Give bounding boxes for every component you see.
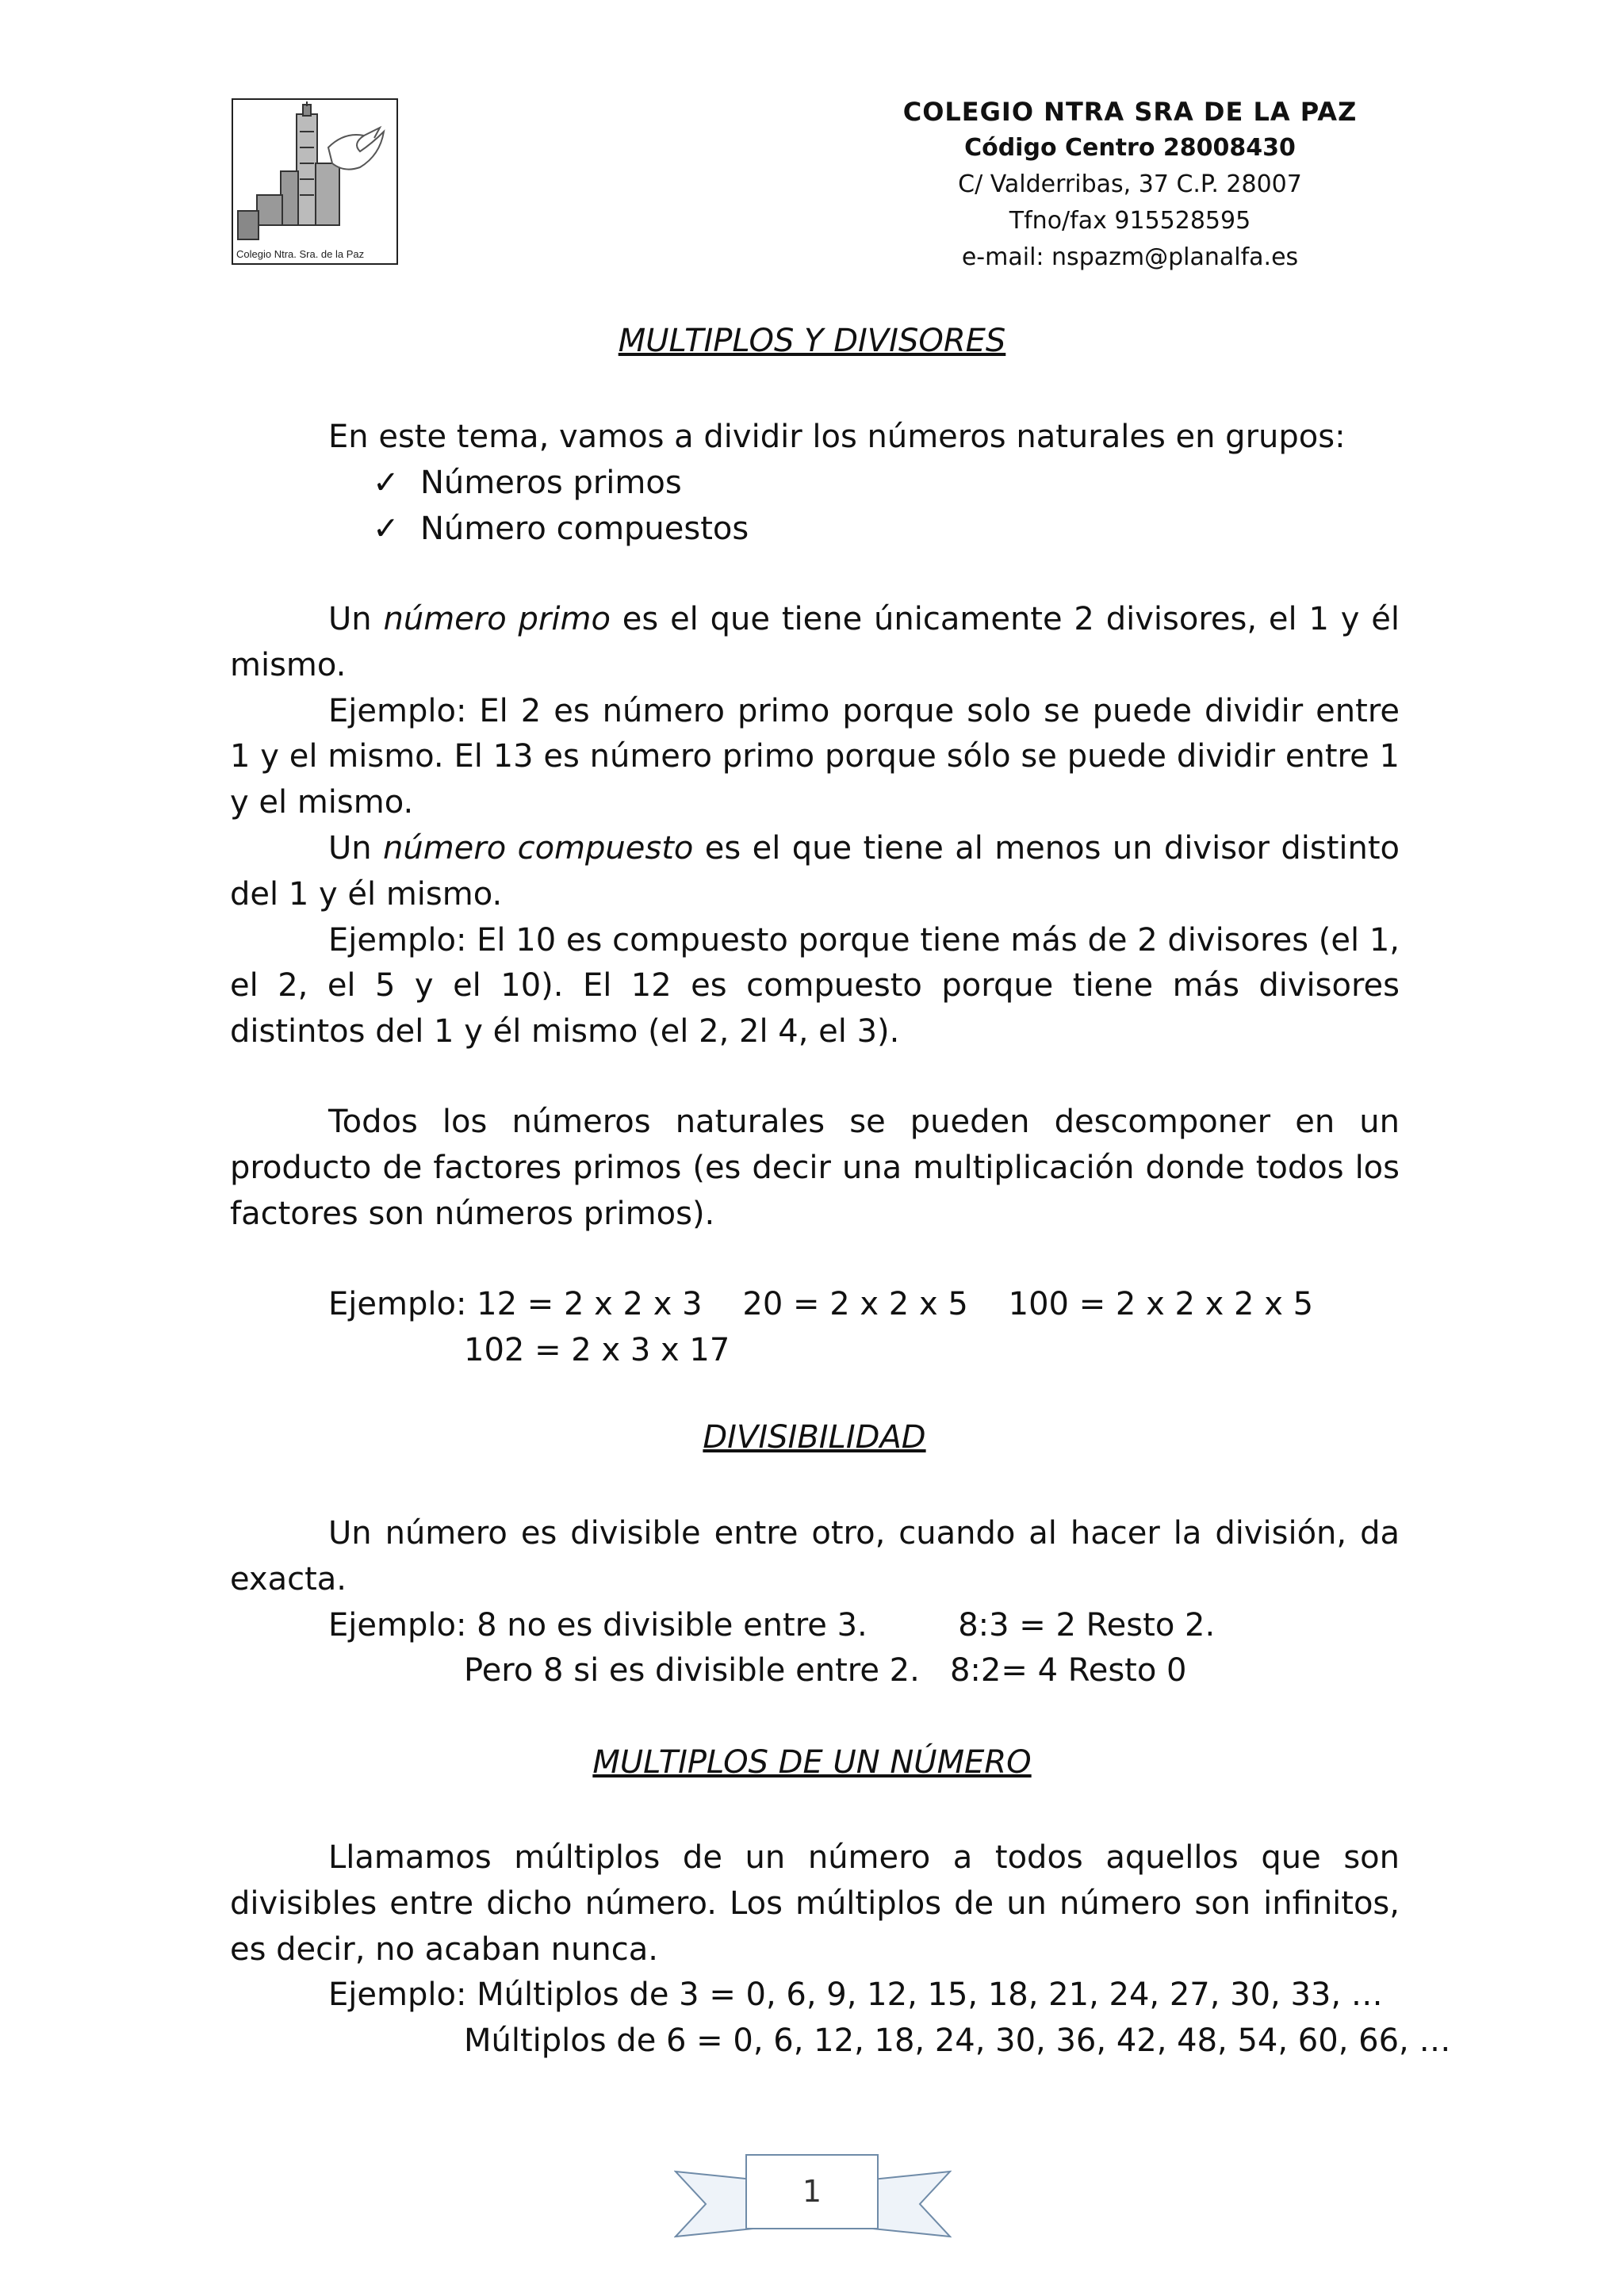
logo-caption: Colegio Ntra. Sra. de la Paz <box>236 248 365 260</box>
school-name: COLEGIO NTRA SRA DE LA PAZ <box>902 97 1358 127</box>
primo-example: Ejemplo: El 2 es número primo porque solo se puede dividir entre 1 y el mismo. El 13 es número primo porque sólo se puede dividir entre 1 y el mismo. <box>230 692 1400 821</box>
title-divisibilidad: DIVISIBILIDAD <box>703 1419 926 1456</box>
title-multiplos-numero: MULTIPLOS DE UN NÚMERO <box>592 1744 1032 1781</box>
multiplos-text: Llamamos múltiplos de un número a todos aquellos que son divisibles entre dicho número. Los múltiplos de un número son infinitos, es decir, no acaban nunca. <box>230 1839 1400 1968</box>
primo-term: número primo <box>383 601 611 637</box>
factors-example-line-2: 102 = 2 x 3 x 17 <box>464 1331 730 1368</box>
multiplos-example-1: Ejemplo: Múltiplos de 3 = 0, 6, 9, 12, 15, 18, 21, 24, 27, 30, 33, … <box>328 1976 1383 2014</box>
intro-paragraph <box>230 415 1400 552</box>
school-email: e-mail: nspazm@planalfa.es <box>961 243 1299 271</box>
page-number: 1 <box>745 2154 879 2229</box>
bullet-label: Número compuestos <box>420 510 749 547</box>
divisibilidad-block <box>230 1511 1400 1694</box>
check-icon: ✓ <box>373 510 400 547</box>
school-phone: Tfno/fax 915528595 <box>1009 207 1251 235</box>
bullet-label: Números primos <box>420 464 682 501</box>
factors-example-line-1: Ejemplo: 12 = 2 x 2 x 3 20 = 2 x 2 x 5 100 = 2 x 2 x 2 x 5 <box>328 1286 1314 1322</box>
factors-paragraph <box>230 1100 1400 1237</box>
school-logo <box>232 98 398 265</box>
primos-block <box>230 597 1400 1055</box>
multiplos-example-2: Múltiplos de 6 = 0, 6, 12, 18, 24, 30, 36, 42, 48, 54, 60, 66, … <box>464 2022 1451 2060</box>
check-icon: ✓ <box>373 464 400 501</box>
compuesto-definition: Un número compuesto es el que tiene al menos un divisor distinto del 1 y él mismo. <box>230 829 1400 913</box>
factors-example <box>230 1282 1400 1374</box>
factors-text: Todos los números naturales se pueden descomponer en un producto de factores primos (es decir una multiplicación donde todos los factores son números primos). <box>230 1104 1400 1232</box>
intro-text: En este tema, vamos a dividir los números naturales en grupos: <box>328 419 1346 455</box>
primo-definition: Un número primo es el que tiene únicamente 2 divisores, el 1 y él mismo. <box>230 601 1400 683</box>
bullet-item <box>230 507 1400 553</box>
compuesto-example: Ejemplo: El 10 es compuesto porque tiene más de 2 divisores (el 1, el 2, el 5 y el 10). El 12 es compuesto porque tiene más divisores distintos del 1 y él mismo (el 2, 2l 4, el 3). <box>230 921 1400 1050</box>
dove-icon <box>328 128 384 170</box>
school-address: C/ Valderribas, 37 C.P. 28007 <box>958 170 1302 198</box>
bullet-item <box>230 461 1400 507</box>
compuesto-term: número compuesto <box>383 829 694 867</box>
divisibilidad-example-1: Ejemplo: 8 no es divisible entre 3. 8:3 = 2 Resto 2. <box>328 1606 1216 1644</box>
divisibilidad-example-2: Pero 8 si es divisible entre 2. 8:2= 4 Resto 0 <box>464 1652 1187 1689</box>
school-header <box>841 94 1419 276</box>
divisibilidad-text: Un número es divisible entre otro, cuando al hacer la división, da exacta. <box>230 1515 1400 1598</box>
title-multiplos-divisores: MULTIPLOS Y DIVISORES <box>618 323 1006 359</box>
school-code: Código Centro 28008430 <box>964 134 1296 162</box>
school-building-icon <box>233 100 396 263</box>
multiplos-block <box>230 1835 1451 2064</box>
